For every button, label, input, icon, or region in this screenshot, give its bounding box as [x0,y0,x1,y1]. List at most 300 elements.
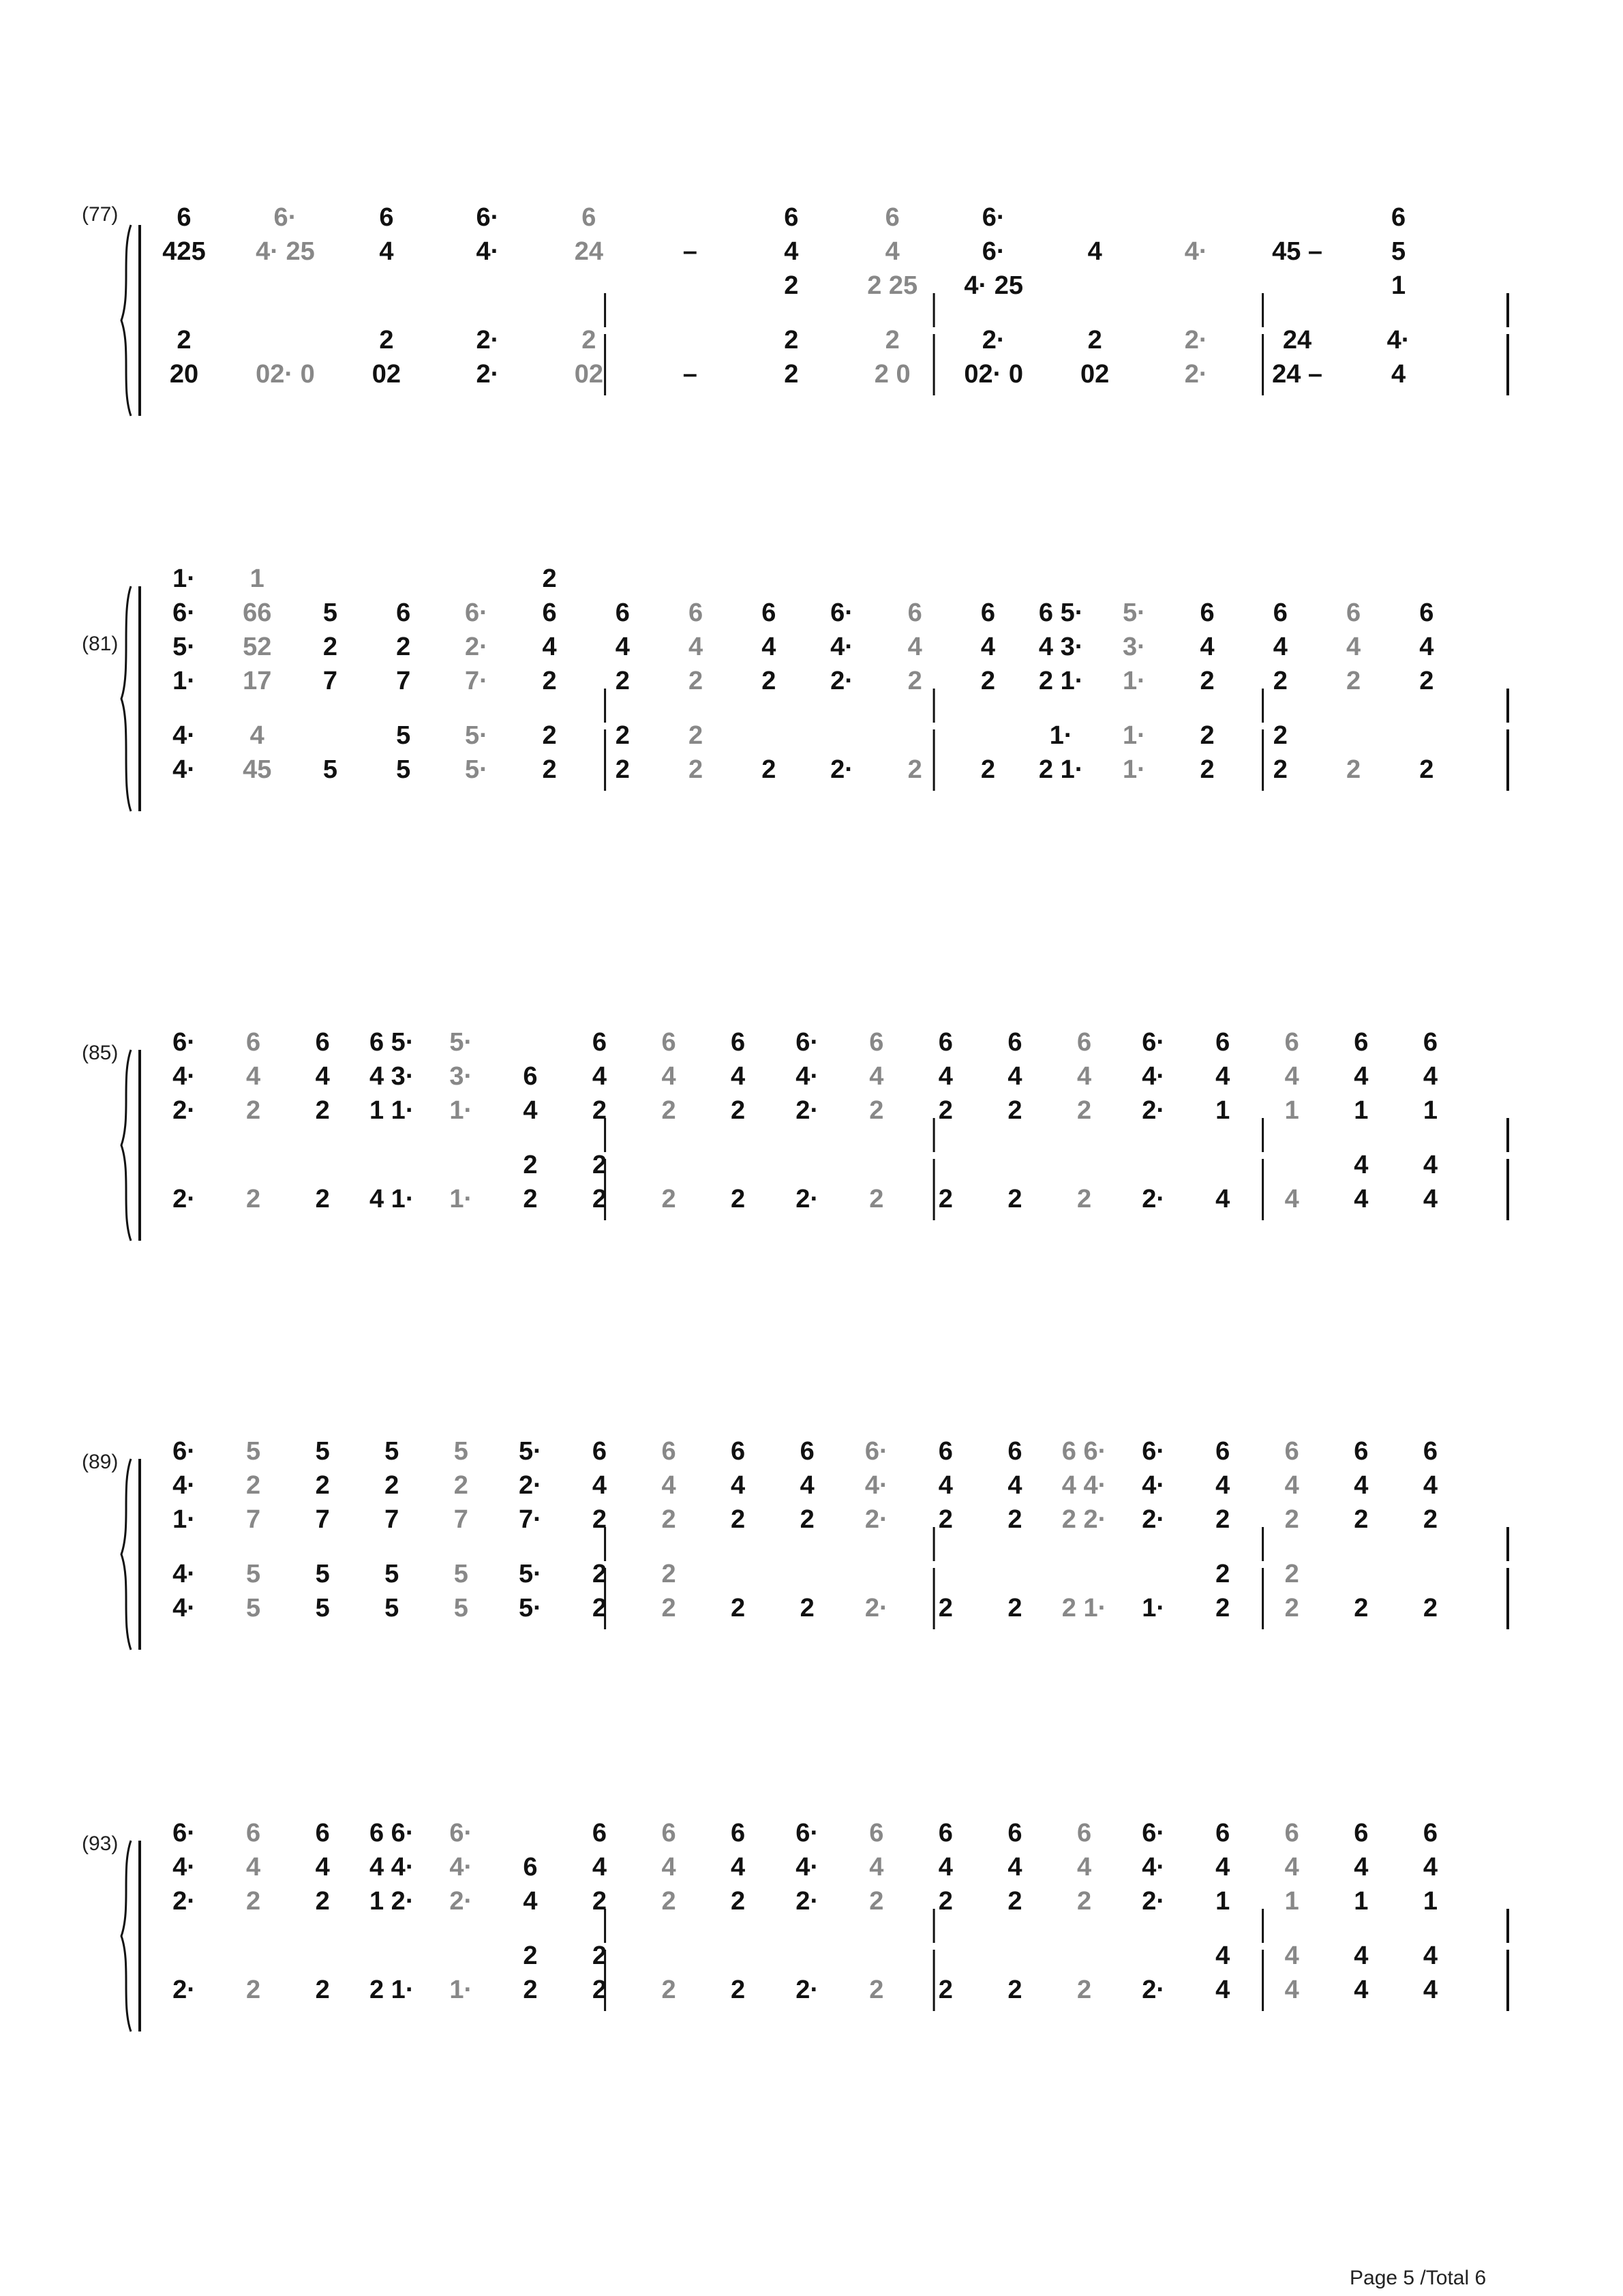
lh-note: 5 [384,1594,399,1622]
rh-note: 1 [1423,1887,1438,1916]
rh-note: 17 [243,667,272,695]
rh-note: 2 [784,271,799,300]
lh-note: 5 [384,1560,399,1588]
rh-note: 4 [1007,1853,1022,1882]
rh-note: 4 [542,633,557,661]
lh-note: 5 [246,1560,261,1588]
rh-note: 1 [1284,1887,1299,1916]
lh-note: 2· [864,1594,888,1622]
rh-note: 2 [246,1096,261,1125]
rh-note: 6 [1354,1437,1369,1466]
lh-note: 2 [688,755,703,784]
lh-note: 2 [1273,721,1288,750]
lh-note: 2· [1184,360,1208,389]
rh-note: 4 [731,1062,746,1091]
lh-note: 2 [731,1976,746,2004]
rh-note: 4 [592,1062,607,1091]
rh-note: 4 [379,237,394,266]
rh-note: 1 [1284,1096,1299,1125]
lh-note: 2· [476,360,500,389]
lh-note: 2 [938,1594,953,1622]
rh-note: 2· [172,1887,196,1916]
rh-note: 4 [938,1853,953,1882]
rh-note: 6· [795,1028,819,1057]
measure-number: (81) [82,633,119,655]
rh-note: 4 [869,1853,884,1882]
rh-note: 2 [1419,667,1434,695]
rh-note: 4 [1284,1853,1299,1882]
rh-note: 2 [315,1887,330,1916]
lh-note: 2 [1215,1594,1230,1622]
rh-note: 6 [661,1819,676,1847]
rh-note: 4 [615,633,630,661]
rh-note: 4 [1423,1853,1438,1882]
lh-note: 2 [246,1976,261,2004]
lh-note: 2 [592,1594,607,1622]
rh-note: 6 [869,1819,884,1847]
rh-note: 2 [1007,1096,1022,1125]
rh-note: 4 [869,1062,884,1091]
rh-note: 2 [731,1505,746,1534]
lh-note: 2 [615,721,630,750]
lh-note: 2 [315,1185,330,1213]
lh-note: 2 [1346,755,1361,784]
rh-note: 52 [243,633,272,661]
rh-note: 4 [980,633,996,661]
rh-note: 4 4· [369,1853,414,1882]
rh-note: 6 [1284,1819,1299,1847]
lh-note: 2 [731,1185,746,1213]
rh-note: 6 [661,1028,676,1057]
lh-note: 24 [1282,326,1312,354]
rh-note: 6 [1076,1028,1092,1057]
rh-note: 1 [1354,1096,1369,1125]
rh-note: 4· [1142,1471,1165,1500]
rh-note: 6· [172,1028,196,1057]
rh-note: 2 [384,1471,399,1500]
rh-note: 5· [172,633,196,661]
rh-note: 4 [1215,1853,1230,1882]
rh-note: 7· [464,667,488,695]
rh-note: 4· [172,1471,196,1500]
lh-note: 4· [172,1594,196,1622]
rh-note: 4 [1346,633,1361,661]
lh-note: 24 – [1272,360,1323,389]
rh-note: 2 [731,1887,746,1916]
rh-note: 4· [795,1062,819,1091]
rh-note: 4 [1423,1062,1438,1091]
lh-note: 2 [592,1976,607,2004]
rh-note: 6 [907,599,922,627]
rh-note: 2 1· [1038,667,1084,695]
rh-note: 2 [1200,667,1215,695]
lh-note: 4 [249,721,264,750]
lh-note: 2 [1284,1560,1299,1588]
rh-note: 6 [731,1819,746,1847]
measure-number: (85) [82,1042,119,1064]
lh-note: 2 [523,1151,538,1179]
rh-note: 6 [1215,1819,1230,1847]
lh-note: 5 [246,1594,261,1622]
rh-note: 4 [592,1471,607,1500]
rh-note: 2· [795,1887,819,1916]
rh-note: 2 [592,1096,607,1125]
lh-note: 2 [731,1594,746,1622]
lh-note: 2 [523,1976,538,2004]
rh-note: 4 [661,1853,676,1882]
rh-note: 1 [1354,1887,1369,1916]
rh-note: 6 6· [369,1819,414,1847]
rh-note: 2 [1076,1887,1092,1916]
rh-note: 24 [574,237,603,266]
rh-note: 5 [246,1437,261,1466]
rh-note: 6· [449,1819,473,1847]
lh-note: 2 [1007,1594,1022,1622]
rh-note: 2 [731,1096,746,1125]
rh-note: 2 [615,667,630,695]
rh-note: 2 [1284,1505,1299,1534]
lh-note: 02 [371,360,401,389]
rh-note: 1 [1215,1887,1230,1916]
rh-note: 1 [1423,1096,1438,1125]
rh-note: 6 [1215,1028,1230,1057]
lh-note: 1· [1122,755,1146,784]
lh-note: 2 [1215,1560,1230,1588]
rh-note: 6· [830,599,853,627]
rh-note: 6· [1142,1028,1165,1057]
lh-note: 2 [661,1594,676,1622]
rh-note: 2 [453,1471,468,1500]
rh-note: 6· [982,237,1005,266]
rh-note: 6 [592,1028,607,1057]
lh-note: 2 [1200,755,1215,784]
lh-note: 2 [1284,1594,1299,1622]
rh-note: 7 [315,1505,330,1534]
rh-note: 66 [243,599,272,627]
rh-note: 4 [784,237,799,266]
lh-note: 2 [869,1185,884,1213]
rh-note: 5· [449,1028,473,1057]
rh-note: 6 [800,1437,815,1466]
lh-note: 2 [315,1976,330,2004]
lh-note: 2· [982,326,1005,354]
rh-note: 4· [1142,1062,1165,1091]
rh-note: 5 [453,1437,468,1466]
system-brace [121,1841,131,2031]
rh-note: 6 [396,599,411,627]
rh-note: 4 [1215,1062,1230,1091]
lh-note: 2 [542,755,557,784]
rh-note: 4 [731,1853,746,1882]
lh-note: 2 [1007,1185,1022,1213]
system-brace [121,225,131,416]
lh-note: 2 [1076,1976,1092,2004]
rh-note: 4· [172,1062,196,1091]
lh-note: 2 [542,721,557,750]
rh-note: 2· [464,633,488,661]
rh-note: 2 [980,667,996,695]
rh-note: 6· [795,1819,819,1847]
rh-note: 6 [592,1819,607,1847]
rh-note: 3· [1122,633,1146,661]
lh-note: 4 [1354,1185,1369,1213]
lh-note: 2· [795,1185,819,1213]
lh-note: 2 [246,1185,261,1213]
rh-note: 7 [396,667,411,695]
rh-note: 6 [1273,599,1288,627]
lh-note: 2· [476,326,500,354]
lh-note: 4 [1354,1151,1369,1179]
rh-note: 2 [322,633,338,661]
lh-note: 45 [243,755,272,784]
rh-note: 4 [1076,1062,1092,1091]
system-brace [121,1050,131,1241]
lh-note: 2 [661,1185,676,1213]
lh-note: 2 [1273,755,1288,784]
lh-note: 2 [938,1185,953,1213]
rh-note: 4· [172,1853,196,1882]
lh-note: 4 [1423,1185,1438,1213]
rh-note: 6· [1142,1819,1165,1847]
lh-note: 2· [1184,326,1208,354]
lh-note: 2 [661,1560,676,1588]
rh-note: 6 [1423,1819,1438,1847]
lh-note: 4 [1423,1151,1438,1179]
rh-note: 2· [795,1096,819,1125]
rh-note: 6 [1200,599,1215,627]
rh-note: 2 [1354,1505,1369,1534]
rh-note: 1· [172,564,196,593]
rh-note: 2 [1273,667,1288,695]
lh-note: 2 [869,1976,884,2004]
lh-note: 4 [1354,1976,1369,2004]
rh-note: 5· [518,1437,542,1466]
lh-note: 2· [172,1976,196,2004]
lh-note: 2 [1354,1594,1369,1622]
lh-note: 5 [315,1594,330,1622]
rh-note: 4· [795,1853,819,1882]
rh-note: 45 – [1272,237,1323,266]
lh-note: 2 [592,1185,607,1213]
lh-note: 2· [830,755,853,784]
rh-note: 4 [246,1062,261,1091]
rh-note: 6 [1007,1819,1022,1847]
rh-note: 2 [661,1887,676,1916]
lh-note: 2 [592,1560,607,1588]
rh-note: 1· [172,667,196,695]
lh-note: 02· 0 [256,360,315,389]
rh-note: 2 2· [1061,1505,1107,1534]
rh-note: 3· [449,1062,473,1091]
rh-note: 2 [938,1505,953,1534]
lh-note: – [682,360,697,389]
lh-note: 2 [784,326,799,354]
lh-note: 2 [938,1976,953,2004]
rh-note: 4 [938,1471,953,1500]
rh-note: 6 [938,1028,953,1057]
rh-note: 6 [523,1853,538,1882]
rh-note: 2 [1346,667,1361,695]
lh-note: 5 [396,755,411,784]
rh-note: 2 [542,667,557,695]
lh-note: 2 [761,755,776,784]
rh-note: 6 [1354,1819,1369,1847]
rh-note: 4 [661,1471,676,1500]
rh-note: – [682,237,697,266]
lh-note: 1· [449,1976,473,2004]
rh-note: 1 2· [369,1887,414,1916]
rh-note: 4 [938,1062,953,1091]
rh-note: 6 [1346,599,1361,627]
rh-note: 6 [938,1437,953,1466]
lh-note: 02· 0 [964,360,1023,389]
rh-note: 6 [1354,1028,1369,1057]
measure-number: (89) [82,1451,119,1473]
rh-note: 1· [172,1505,196,1534]
system-brace [121,586,131,811]
rh-note: 4 [1284,1471,1299,1500]
lh-note: 20 [169,360,199,389]
rh-note: 1 [1215,1096,1230,1125]
rh-note: 2 [246,1471,261,1500]
lh-note: 1· [1122,721,1146,750]
rh-note: 4 [1354,1062,1369,1091]
rh-note: 2 25 [867,271,918,300]
rh-note: 2· [518,1471,542,1500]
rh-note: 4· [1184,237,1208,266]
rh-note: 4 [1200,633,1215,661]
rh-note: 2 [907,667,922,695]
rh-note: 2 [688,667,703,695]
rh-note: 6 [542,599,557,627]
lh-note: 2 [523,1942,538,1970]
lh-note: 2· [1142,1185,1165,1213]
lh-note: 4 [1391,360,1406,389]
rh-note: 6 [1215,1437,1230,1466]
rh-note: 6 [523,1062,538,1091]
rh-note: 4 [1087,237,1102,266]
rh-note: 2 [869,1887,884,1916]
rh-note: 6· [476,203,500,232]
rh-note: 2· [1142,1887,1165,1916]
rh-note: 5 [315,1437,330,1466]
rh-note: 2· [449,1887,473,1916]
rh-note: 6· [273,203,297,232]
system-brace [121,1459,131,1650]
rh-note: 6 [661,1437,676,1466]
lh-note: 5· [518,1594,542,1622]
rh-note: 5 [322,599,338,627]
rh-note: 1 1· [369,1096,414,1125]
rh-note: 6 [1284,1028,1299,1057]
rh-note: 4 3· [1038,633,1084,661]
rh-note: 1· [1122,667,1146,695]
lh-note: 02 [1080,360,1110,389]
rh-note: 5 [384,1437,399,1466]
rh-note: 4 [1419,633,1434,661]
rh-note: 4 [1354,1853,1369,1882]
rh-note: 4 [246,1853,261,1882]
rh-note: 6 [177,203,192,232]
lh-note: 5· [518,1560,542,1588]
lh-note: 5 [396,721,411,750]
rh-note: 6 [885,203,900,232]
rh-note: 2· [830,667,853,695]
lh-note: 1· [449,1185,473,1213]
rh-note: 2 [542,564,557,593]
rh-note: 6· [982,203,1005,232]
lh-note: 2 1· [1038,755,1084,784]
lh-note: 2· [172,1185,196,1213]
lh-note: 4· [172,1560,196,1588]
rh-note: 7 [453,1505,468,1534]
lh-note: 2 1· [369,1976,414,2004]
rh-note: 4· [830,633,853,661]
rh-note: 6· [172,599,196,627]
rh-note: 2· [1142,1096,1165,1125]
rh-note: 4 3· [369,1062,414,1091]
rh-note: 2· [1142,1505,1165,1534]
lh-note: 4 [1423,1942,1438,1970]
rh-note: 7· [518,1505,542,1534]
rh-note: 4 [1354,1471,1369,1500]
rh-note: 2 [661,1096,676,1125]
rh-note: 2 [246,1887,261,1916]
rh-note: 2 [761,667,776,695]
lh-note: 2 [907,755,922,784]
rh-note: 1· [449,1096,473,1125]
rh-note: 6 [315,1028,330,1057]
rh-note: 5 [1391,237,1406,266]
rh-note: 4 [661,1062,676,1091]
rh-note: 2 [938,1096,953,1125]
rh-note: 4 [523,1096,538,1125]
lh-note: 4· [172,721,196,750]
rh-note: 2 [1423,1505,1438,1534]
lh-note: 4 [1423,1976,1438,2004]
lh-note: 2 [784,360,799,389]
rh-note: 6 [592,1437,607,1466]
rh-note: 4 [885,237,900,266]
rh-note: 4· [476,237,500,266]
lh-note: 2 [592,1151,607,1179]
lh-note: 4 1· [369,1185,414,1213]
rh-note: 5· [1122,599,1146,627]
lh-note: 1· [1049,721,1073,750]
lh-note: 4 [1354,1942,1369,1970]
lh-note: 2 [688,721,703,750]
rh-note: 2 [869,1096,884,1125]
rh-note: 2 [315,1096,330,1125]
rh-note: 6 [980,599,996,627]
rh-note: 2 [1007,1887,1022,1916]
rh-note: 4 [731,1471,746,1500]
rh-note: 4 4· [1061,1471,1107,1500]
rh-note: 2 [1076,1096,1092,1125]
rh-note: 6 [615,599,630,627]
rh-note: 4 [1273,633,1288,661]
rh-note: 6 6· [1061,1437,1107,1466]
rh-note: 4 [1423,1471,1438,1500]
lh-note: 2 [1087,326,1102,354]
rh-note: 2 [592,1505,607,1534]
rh-note: 4 [315,1062,330,1091]
lh-note: 2 [615,755,630,784]
lh-note: 2· [795,1976,819,2004]
lh-note: 2 1· [1061,1594,1107,1622]
rh-note: 6 [1423,1437,1438,1466]
rh-note: 4 [800,1471,815,1500]
